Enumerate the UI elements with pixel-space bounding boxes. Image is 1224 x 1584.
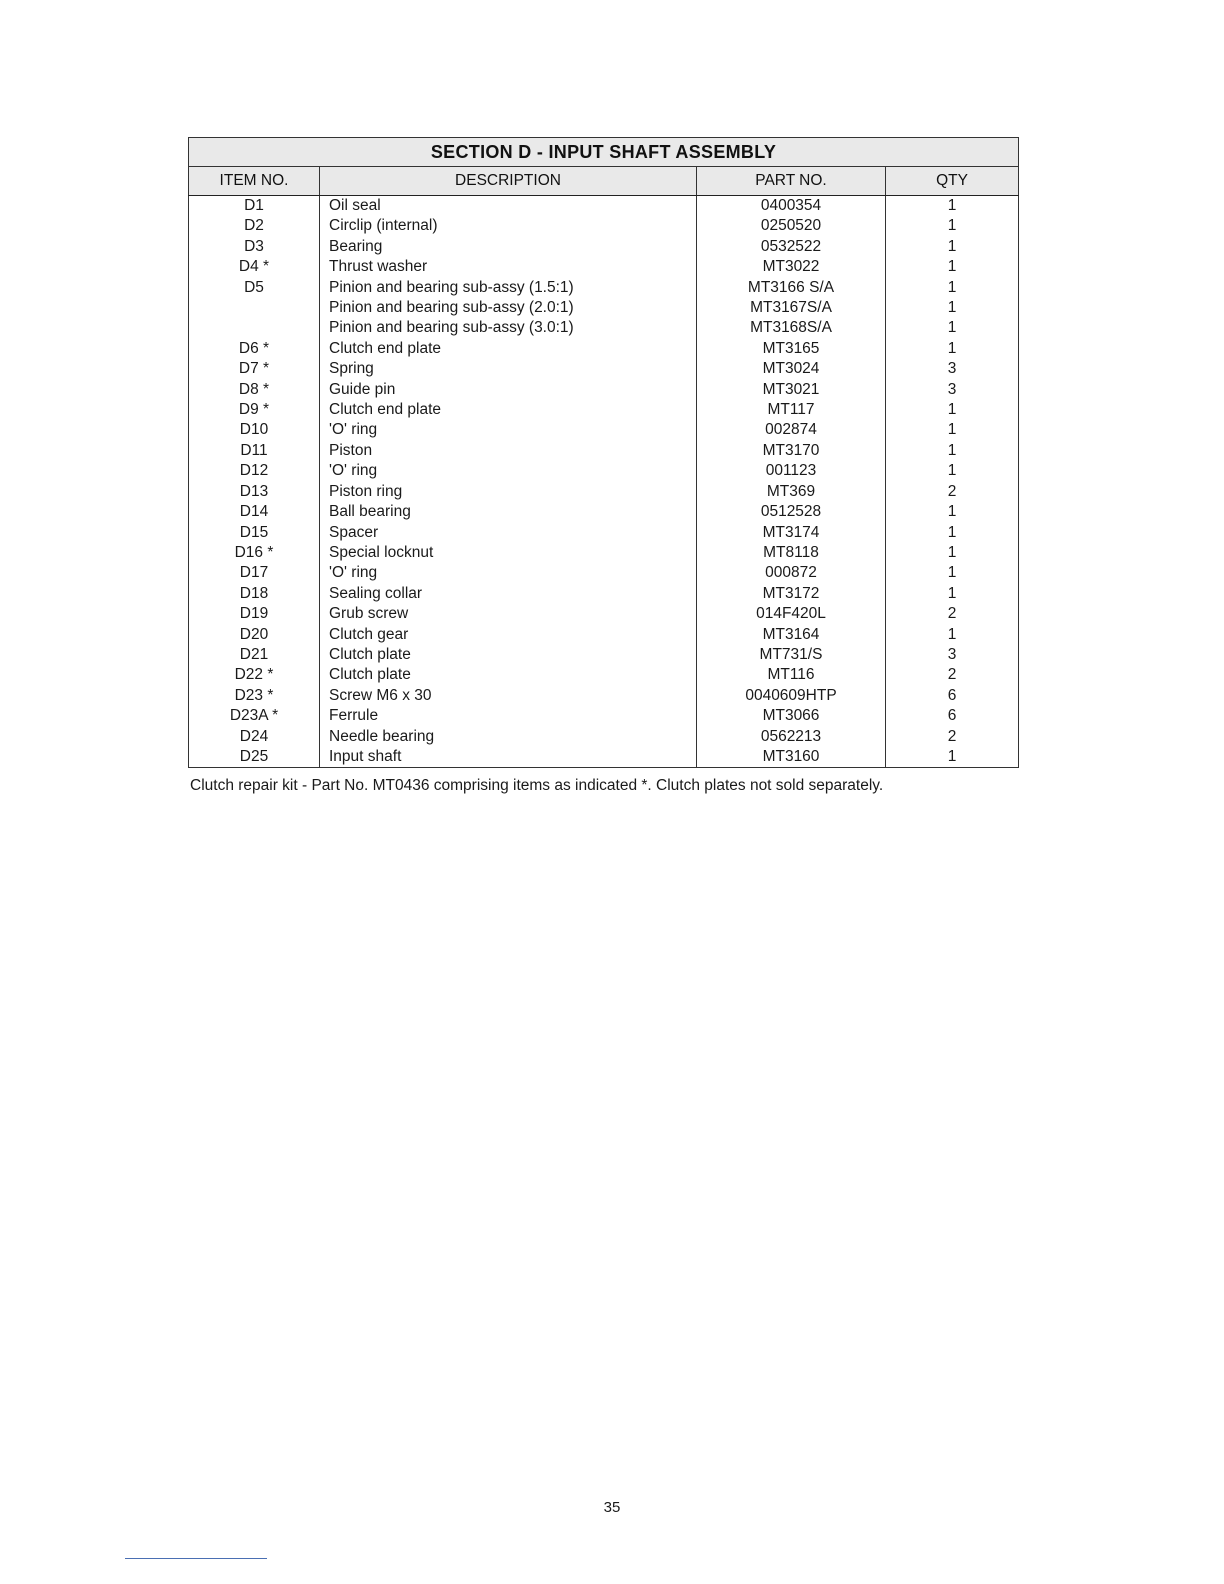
section-title: SECTION D - INPUT SHAFT ASSEMBLY <box>189 138 1019 167</box>
cell-qty: 3 <box>886 645 1019 665</box>
cell-description: Clutch gear <box>320 625 697 645</box>
table-row <box>189 645 1019 665</box>
cell-item-no: D18 <box>189 584 320 604</box>
column-header-item-no: ITEM NO. <box>189 167 320 196</box>
table-row <box>189 420 1019 440</box>
cell-part-no: MT3168S/A <box>697 318 886 338</box>
cell-part-no: MT3066 <box>697 706 886 726</box>
cell-description: Piston <box>320 441 697 461</box>
cell-part-no: MT3024 <box>697 359 886 379</box>
parts-table-body <box>189 196 1019 768</box>
cell-item-no: D5 <box>189 278 320 298</box>
cell-part-no: MT3164 <box>697 625 886 645</box>
table-row <box>189 441 1019 461</box>
cell-item-no: D12 <box>189 461 320 481</box>
cell-part-no: 001123 <box>697 461 886 481</box>
cell-description: Pinion and bearing sub-assy (1.5:1) <box>320 278 697 298</box>
cell-qty: 1 <box>886 563 1019 583</box>
cell-item-no: D13 <box>189 482 320 502</box>
cell-item-no: D17 <box>189 563 320 583</box>
table-row <box>189 747 1019 768</box>
section-title-row <box>189 138 1019 167</box>
cell-item-no: D14 <box>189 502 320 522</box>
cell-qty: 1 <box>886 278 1019 298</box>
column-header-description: DESCRIPTION <box>320 167 697 196</box>
table-row <box>189 278 1019 298</box>
cell-item-no: D15 <box>189 523 320 543</box>
cell-part-no: MT3021 <box>697 380 886 400</box>
cell-qty: 1 <box>886 196 1019 217</box>
cell-item-no: D23A * <box>189 706 320 726</box>
cell-description: Ferrule <box>320 706 697 726</box>
cell-item-no: D21 <box>189 645 320 665</box>
cell-description: Grub screw <box>320 604 697 624</box>
cell-description: Spring <box>320 359 697 379</box>
cell-qty: 2 <box>886 727 1019 747</box>
cell-part-no: MT731/S <box>697 645 886 665</box>
table-row <box>189 461 1019 481</box>
cell-part-no: MT3165 <box>697 339 886 359</box>
cell-item-no: D24 <box>189 727 320 747</box>
cell-part-no: 0250520 <box>697 216 886 236</box>
cell-qty: 2 <box>886 665 1019 685</box>
table-row <box>189 706 1019 726</box>
table-row <box>189 727 1019 747</box>
cell-qty: 1 <box>886 318 1019 338</box>
cell-description: Ball bearing <box>320 502 697 522</box>
cell-part-no: MT3160 <box>697 747 886 768</box>
table-row <box>189 625 1019 645</box>
cell-qty: 1 <box>886 400 1019 420</box>
table-row <box>189 482 1019 502</box>
cell-qty: 1 <box>886 257 1019 277</box>
cell-part-no: 0400354 <box>697 196 886 217</box>
table-row <box>189 686 1019 706</box>
table-row <box>189 257 1019 277</box>
cell-description: Thrust washer <box>320 257 697 277</box>
cell-description: Circlip (internal) <box>320 216 697 236</box>
table-row <box>189 665 1019 685</box>
cell-item-no: D7 * <box>189 359 320 379</box>
cell-description: Oil seal <box>320 196 697 217</box>
cell-item-no <box>189 298 320 318</box>
cell-part-no: MT3174 <box>697 523 886 543</box>
table-row <box>189 359 1019 379</box>
cell-item-no: D9 * <box>189 400 320 420</box>
cell-part-no: 000872 <box>697 563 886 583</box>
cell-item-no: D4 * <box>189 257 320 277</box>
cell-description: Spacer <box>320 523 697 543</box>
cell-description: Pinion and bearing sub-assy (3.0:1) <box>320 318 697 338</box>
table-row <box>189 237 1019 257</box>
cell-item-no: D1 <box>189 196 320 217</box>
cell-qty: 2 <box>886 604 1019 624</box>
cell-qty: 3 <box>886 359 1019 379</box>
table-row <box>189 196 1019 217</box>
footer-rule <box>125 1558 267 1559</box>
cell-description: 'O' ring <box>320 563 697 583</box>
cell-description: Clutch plate <box>320 645 697 665</box>
cell-qty: 6 <box>886 706 1019 726</box>
cell-part-no: 0532522 <box>697 237 886 257</box>
cell-description: Screw M6 x 30 <box>320 686 697 706</box>
cell-item-no: D10 <box>189 420 320 440</box>
cell-qty: 1 <box>886 298 1019 318</box>
cell-part-no: 0040609HTP <box>697 686 886 706</box>
table-row <box>189 604 1019 624</box>
table-row <box>189 502 1019 522</box>
cell-item-no: D25 <box>189 747 320 768</box>
cell-item-no: D3 <box>189 237 320 257</box>
cell-qty: 1 <box>886 584 1019 604</box>
column-header-part-no: PART NO. <box>697 167 886 196</box>
cell-qty: 1 <box>886 502 1019 522</box>
cell-item-no: D16 * <box>189 543 320 563</box>
cell-qty: 1 <box>886 237 1019 257</box>
cell-qty: 1 <box>886 461 1019 481</box>
cell-qty: 1 <box>886 747 1019 768</box>
cell-item-no: D2 <box>189 216 320 236</box>
cell-qty: 6 <box>886 686 1019 706</box>
table-row <box>189 563 1019 583</box>
table-row <box>189 584 1019 604</box>
cell-qty: 2 <box>886 482 1019 502</box>
column-header-row <box>189 167 1019 196</box>
cell-part-no: MT369 <box>697 482 886 502</box>
cell-qty: 1 <box>886 543 1019 563</box>
cell-item-no: D6 * <box>189 339 320 359</box>
cell-description: Piston ring <box>320 482 697 502</box>
cell-description: Clutch plate <box>320 665 697 685</box>
cell-part-no: MT3166 S/A <box>697 278 886 298</box>
table-row <box>189 523 1019 543</box>
cell-description: Needle bearing <box>320 727 697 747</box>
table-row <box>189 318 1019 338</box>
table-row <box>189 339 1019 359</box>
cell-description: 'O' ring <box>320 420 697 440</box>
cell-qty: 1 <box>886 441 1019 461</box>
cell-part-no: MT116 <box>697 665 886 685</box>
cell-qty: 1 <box>886 420 1019 440</box>
footnote: Clutch repair kit - Part No. MT0436 comprising items as indicated *. Clutch plates not sold separately. <box>190 777 884 794</box>
cell-item-no: D8 * <box>189 380 320 400</box>
cell-qty: 3 <box>886 380 1019 400</box>
cell-description: 'O' ring <box>320 461 697 481</box>
cell-description: Input shaft <box>320 747 697 768</box>
cell-description: Clutch end plate <box>320 400 697 420</box>
cell-qty: 1 <box>886 216 1019 236</box>
cell-part-no: MT3172 <box>697 584 886 604</box>
column-header-qty: QTY <box>886 167 1019 196</box>
cell-part-no: 0512528 <box>697 502 886 522</box>
table-row <box>189 216 1019 236</box>
cell-description: Special locknut <box>320 543 697 563</box>
table-row <box>189 543 1019 563</box>
cell-part-no: MT3022 <box>697 257 886 277</box>
cell-item-no: D22 * <box>189 665 320 685</box>
cell-description: Clutch end plate <box>320 339 697 359</box>
cell-description: Guide pin <box>320 380 697 400</box>
table-row <box>189 298 1019 318</box>
cell-description: Bearing <box>320 237 697 257</box>
cell-description: Pinion and bearing sub-assy (2.0:1) <box>320 298 697 318</box>
cell-part-no: MT3170 <box>697 441 886 461</box>
cell-description: Sealing collar <box>320 584 697 604</box>
cell-qty: 1 <box>886 339 1019 359</box>
cell-part-no: 002874 <box>697 420 886 440</box>
cell-item-no: D11 <box>189 441 320 461</box>
cell-part-no: 0562213 <box>697 727 886 747</box>
cell-qty: 1 <box>886 523 1019 543</box>
table-row <box>189 400 1019 420</box>
cell-part-no: 014F420L <box>697 604 886 624</box>
page-number: 35 <box>603 1499 621 1516</box>
cell-item-no: D23 * <box>189 686 320 706</box>
cell-item-no: D20 <box>189 625 320 645</box>
parts-table <box>188 137 1019 768</box>
cell-part-no: MT3167S/A <box>697 298 886 318</box>
cell-qty: 1 <box>886 625 1019 645</box>
cell-item-no <box>189 318 320 338</box>
cell-part-no: MT8118 <box>697 543 886 563</box>
cell-item-no: D19 <box>189 604 320 624</box>
cell-part-no: MT117 <box>697 400 886 420</box>
table-row <box>189 380 1019 400</box>
